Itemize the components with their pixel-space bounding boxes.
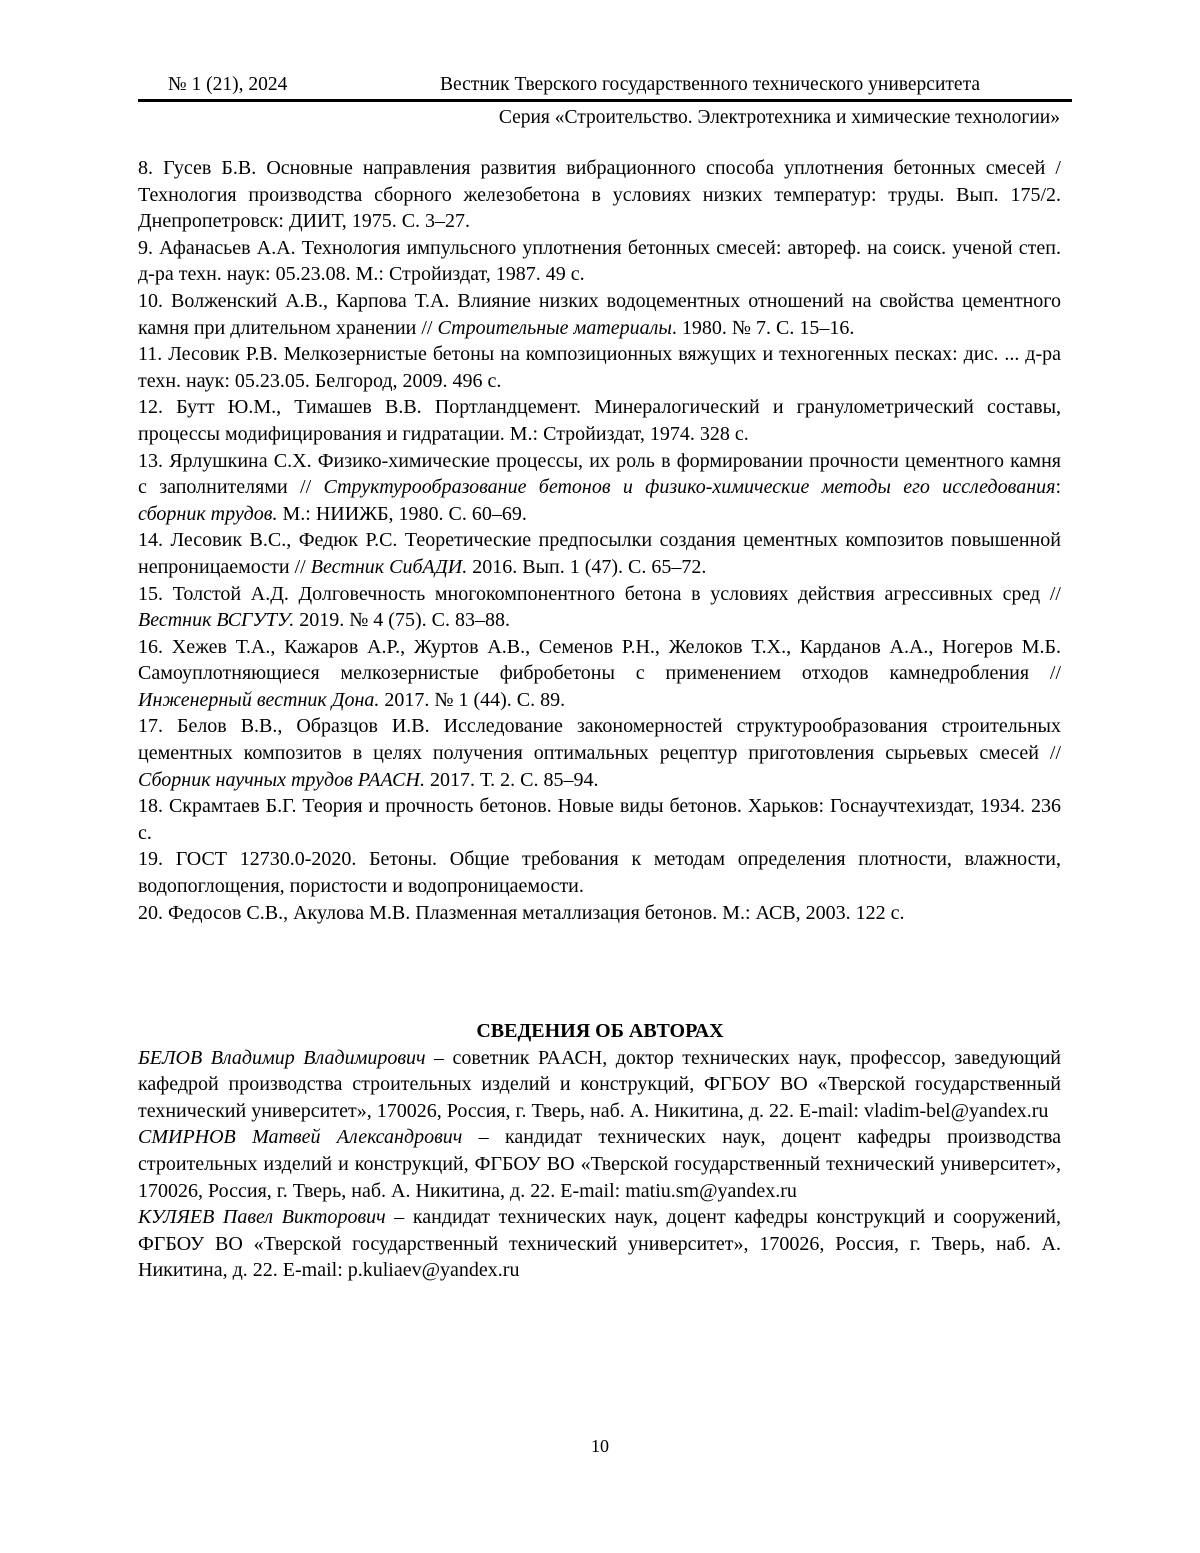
reference-item: 10. Волженский А.В., Карпова Т.А. Влияние низких водоцементных отношений на свойства цементного камня при длительном хранении // Строительные материалы. 1980. № 7. С. 15–16. — [138, 289, 1061, 339]
page-number: 10 — [591, 1436, 609, 1456]
issue-number: № 1 (21), 2024 — [168, 74, 288, 95]
reference-item: 18. Скрамтаев Б.Г. Теория и прочность бетонов. Новые виды бетонов. Харьков: Госнаучтехиздат, 1934. 236 с. — [138, 795, 1061, 844]
reference-item: 12. Бутт Ю.М., Тимашев В.В. Портландцемент. Минералогический и гранулометрический составы, процессы модифицирования и гидратации. М.: Стройиздат, 1974. 328 с. — [138, 396, 1061, 445]
reference-item: 13. Ярлушкина С.Х. Физико-химические процессы, их роль в формировании прочности цементного камня с заполнителями // Структурообразование бетонов и физико-химические методы его исследования: сборник трудов. М.: НИИЖБ, 1980. С. 60–69. — [138, 449, 1061, 525]
reference-item: 19. ГОСТ 12730.0-2020. Бетоны. Общие требования к методам определения плотности, влажности, водопоглощения, пористости и водопроницаемости. — [138, 848, 1061, 898]
header-rule — [138, 99, 1072, 102]
author-entry: КУЛЯЕВ Павел Викторович – кандидат технических наук, доцент кафедры конструкций и сооружений, ФГБОУ ВО «Тверской государственный технический университет», 170026, Россия, г. Тверь, наб. А. Никитина, д. 22. E-mail: p.kuliaev@yandex.ru — [138, 1206, 1061, 1282]
reference-item: 14. Лесовик В.С., Федюк Р.С. Теоретические предпосылки создания цементных композитов повышенной непроницаемости // Вестник СибАДИ. 2016. Вып. 1 (47). С. 65–72. — [138, 529, 1061, 578]
reference-item: 9. Афанасьев А.А. Технология импульсного уплотнения бетонных смесей: автореф. на соиск. ученой степ. д-ра техн. наук: 05.23.08. М.: Стройиздат, 1987. 49 с. — [138, 236, 1061, 286]
authors-section — [138, 1018, 1061, 1284]
author-entry: СМИРНОВ Матвей Александрович – кандидат технических наук, доцент кафедры производства строительных изделий и конструкций, ФГБОУ ВО «Тверской государственный технический университет», 170026, Россия, г. Тверь, наб. А. Никитина, д. 22. E-mail: matiu.sm@yandex.ru — [138, 1126, 1062, 1202]
authors-heading: СВЕДЕНИЯ ОБ АВТОРАХ — [476, 1020, 724, 1042]
reference-item: 20. Федосов С.В., Акулова М.В. Плазменная металлизация бетонов. М.: АСВ, 2003. 122 с. — [138, 901, 905, 924]
reference-item: 15. Толстой А.Д. Долговечность многокомпонентного бетона в условиях действия агрессивных сред // Вестник ВСГУТУ. 2019. № 4 (75). С. 83–88. — [138, 582, 1061, 632]
journal-title: Вестник Тверского государственного технического университета — [439, 74, 980, 95]
running-header — [138, 72, 1072, 131]
author-name: БЕЛОВ Владимир Владимирович — [138, 1046, 426, 1069]
reference-list — [138, 155, 1061, 926]
author-name: КУЛЯЕВ Павел Викторович — [138, 1206, 386, 1229]
series-title: Серия «Строительство. Электротехника и химические технологии» — [498, 107, 1060, 128]
header-top-line — [138, 72, 1072, 98]
author-name: СМИРНОВ Матвей Александрович — [138, 1126, 463, 1149]
reference-item: 11. Лесовик Р.В. Мелкозернистые бетоны на композиционных вяжущих и техногенных песках: дис. ... д-ра техн. наук: 05.23.05. Белгород, 2009. 496 с. — [138, 343, 1061, 392]
reference-item: 8. Гусев Б.В. Основные направления развития вибрационного способа уплотнения бетонных смесей / Технология производства сборного железобетона в условиях низких температур: труды. Вып. 175/2. Днепропетровск: ДИИТ, 1975. С. 3–27. — [138, 157, 1061, 233]
reference-item: 17. Белов В.В., Образцов И.В. Исследование закономерностей структурообразования строительных цементных композитов в целях получения оптимальных рецептур приготовления сырьевых смесей // Сборник научных трудов РААСН. 2017. Т. 2. С. 85–94. — [138, 715, 1061, 791]
reference-item: 16. Хежев Т.А., Кажаров А.Р., Журтов А.В., Семенов Р.Н., Желоков Т.Х., Карданов А.А., Ногеров М.Б. Самоуплотняющиеся мелкозернистые фибробетоны с применением отходов камнедробления // Инженерный вестник Дона. 2017. № 1 (44). С. 89. — [138, 635, 1061, 711]
author-entry: БЕЛОВ Владимир Владимирович – советник РААСН, доктор технических наук, профессор, заведующий кафедрой производства строительных изделий и конструкций, ФГБОУ ВО «Тверской государственный технический университет», 170026, Россия, г. Тверь, наб. А. Никитина, д. 22. E-mail: vladim-bel@yandex.ru — [138, 1046, 1061, 1122]
